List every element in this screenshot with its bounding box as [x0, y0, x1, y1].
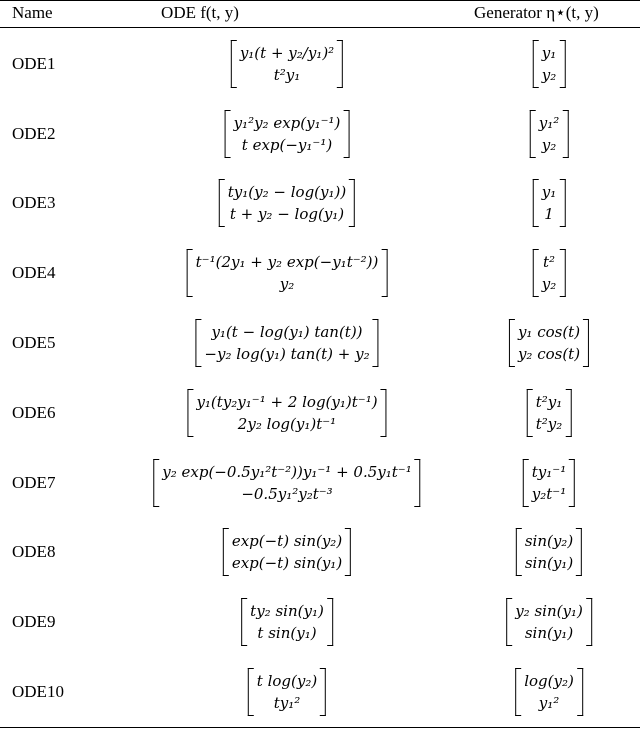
ode-vector [241, 598, 333, 646]
generator-vector [533, 40, 566, 88]
header-name: Name [12, 3, 53, 22]
ode-vector [187, 249, 388, 297]
right-bracket [559, 249, 565, 297]
right-bracket [559, 179, 565, 227]
vector-entry: y₂ [541, 275, 557, 294]
vector-entry: y₁² [538, 694, 560, 713]
generator-vector [515, 668, 583, 716]
right-bracket [343, 110, 349, 158]
ode-vector [219, 179, 355, 227]
vector-entry: t⁻¹(2y₁ + y₂ exp(−y₁t⁻²)) [195, 253, 379, 272]
vector-entry: t²y₁ [535, 392, 563, 411]
ode-vector [231, 40, 343, 88]
generator-vector [516, 528, 582, 576]
row-name: ODE9 [12, 612, 56, 632]
vector-entries [529, 459, 569, 507]
vector-entry: y₁(t + y₂/y₁)² [239, 43, 335, 62]
ode-vector [187, 389, 386, 437]
row-name: ODE2 [12, 123, 56, 143]
right-bracket [569, 459, 575, 507]
vector-entries [539, 249, 560, 297]
vector-entries [533, 389, 566, 437]
right-bracket [320, 668, 326, 716]
bottom-rule [0, 727, 640, 728]
vector-entry: y₂ cos(t) [517, 345, 581, 364]
vector-entry: log(y₂) [524, 672, 574, 691]
ode-vector [223, 528, 351, 576]
vector-entry: y₁ [541, 43, 557, 62]
vector-entry: t + y₂ − log(y₁) [229, 205, 345, 224]
right-bracket [337, 40, 343, 88]
right-bracket [381, 249, 387, 297]
vector-entry: y₁ [541, 183, 557, 202]
vector-entry: sin(y₁) [524, 624, 574, 643]
table-row [0, 169, 640, 239]
generator-vector [509, 319, 589, 367]
generator-vector [533, 249, 566, 297]
vector-entry: t²y₂ [535, 414, 563, 433]
row-name: ODE1 [12, 53, 56, 73]
vector-entry: y₁(ty₂y₁⁻¹ + 2 log(y₁)t⁻¹) [196, 392, 378, 411]
table-row [0, 657, 640, 727]
right-bracket [565, 389, 571, 437]
vector-entries [515, 319, 583, 367]
vector-entry: t²y₁ [273, 65, 301, 84]
vector-entries [522, 528, 576, 576]
generator-vector [533, 179, 566, 227]
header-rule [0, 27, 640, 28]
vector-entries [193, 249, 382, 297]
vector-entry: ty₁² [273, 694, 301, 713]
vector-entries [247, 598, 327, 646]
vector-entry: −0.5y₁²y₂t⁻³ [241, 484, 333, 503]
row-name: ODE10 [12, 682, 64, 702]
ode-vector [225, 110, 350, 158]
ode-vector [153, 459, 420, 507]
row-name: ODE8 [12, 542, 56, 562]
vector-entry: t log(y₂) [256, 672, 318, 691]
vector-entry: y₂ [279, 275, 295, 294]
vector-entry: 1 [544, 205, 554, 224]
table-row [0, 518, 640, 588]
vector-entry: y₁(t − log(y₁) tan(t)) [211, 323, 363, 342]
table-row [0, 308, 640, 378]
vector-entry: t exp(−y₁⁻¹) [241, 135, 333, 154]
right-bracket [586, 598, 592, 646]
vector-entry: t sin(y₁) [257, 624, 317, 643]
vector-entry: y₂t⁻¹ [531, 484, 567, 503]
right-bracket [576, 528, 582, 576]
vector-entry: −y₂ log(y₁) tan(t) + y₂ [204, 345, 370, 364]
generator-vector [506, 598, 592, 646]
table-row [0, 378, 640, 448]
vector-entry: y₂ [541, 65, 557, 84]
vector-entry: y₂ [541, 135, 557, 154]
header-ode: ODE f(t, y) [161, 3, 239, 22]
vector-entries [254, 668, 320, 716]
generator-vector [530, 110, 569, 158]
table-row [0, 29, 640, 99]
right-bracket [327, 598, 333, 646]
generator-vector [527, 389, 572, 437]
vector-entries [193, 389, 380, 437]
vector-entry: sin(y₁) [524, 554, 574, 573]
vector-entry: ty₁⁻¹ [531, 462, 567, 481]
vector-entries [159, 459, 414, 507]
right-bracket [373, 319, 379, 367]
right-bracket [559, 40, 565, 88]
right-bracket [349, 179, 355, 227]
right-bracket [415, 459, 421, 507]
vector-entry: y₂ exp(−0.5y₁²t⁻²))y₁⁻¹ + 0.5y₁t⁻¹ [162, 462, 412, 481]
vector-entries [229, 528, 345, 576]
right-bracket [345, 528, 351, 576]
right-bracket [562, 110, 568, 158]
table-row [0, 448, 640, 518]
vector-entries [201, 319, 372, 367]
vector-entry: sin(y₂) [524, 532, 574, 551]
vector-entry: y₁ cos(t) [517, 323, 581, 342]
vector-entries [521, 668, 577, 716]
row-name: ODE4 [12, 263, 56, 283]
table-row [0, 238, 640, 308]
vector-entry: 2y₂ log(y₁)t⁻¹ [237, 414, 337, 433]
right-bracket [381, 389, 387, 437]
vector-entries [237, 40, 337, 88]
row-name: ODE3 [12, 193, 56, 213]
vector-entries [536, 110, 563, 158]
vector-entries [539, 40, 560, 88]
vector-entries [512, 598, 586, 646]
right-bracket [583, 319, 589, 367]
vector-entries [231, 110, 344, 158]
ode-vector [195, 319, 378, 367]
vector-entry: ty₁(y₂ − log(y₁)) [227, 183, 347, 202]
table-row [0, 99, 640, 169]
vector-entry: exp(−t) sin(y₂) [231, 532, 343, 551]
vector-entry: ty₂ sin(y₁) [250, 602, 324, 621]
vector-entry: y₁²y₂ exp(y₁⁻¹) [233, 113, 341, 132]
vector-entries [539, 179, 560, 227]
vector-entry: y₂ sin(y₁) [515, 602, 583, 621]
vector-entry: exp(−t) sin(y₁) [231, 554, 343, 573]
row-name: ODE7 [12, 472, 56, 492]
header-generator: Generator η⋆(t, y) [474, 3, 599, 22]
vector-entry: t² [542, 253, 556, 272]
right-bracket [577, 668, 583, 716]
vector-entry: y₁² [538, 113, 560, 132]
row-name: ODE5 [12, 333, 56, 353]
ode-vector [248, 668, 326, 716]
generator-vector [523, 459, 575, 507]
table-row [0, 587, 640, 657]
row-name: ODE6 [12, 402, 56, 422]
vector-entries [225, 179, 349, 227]
